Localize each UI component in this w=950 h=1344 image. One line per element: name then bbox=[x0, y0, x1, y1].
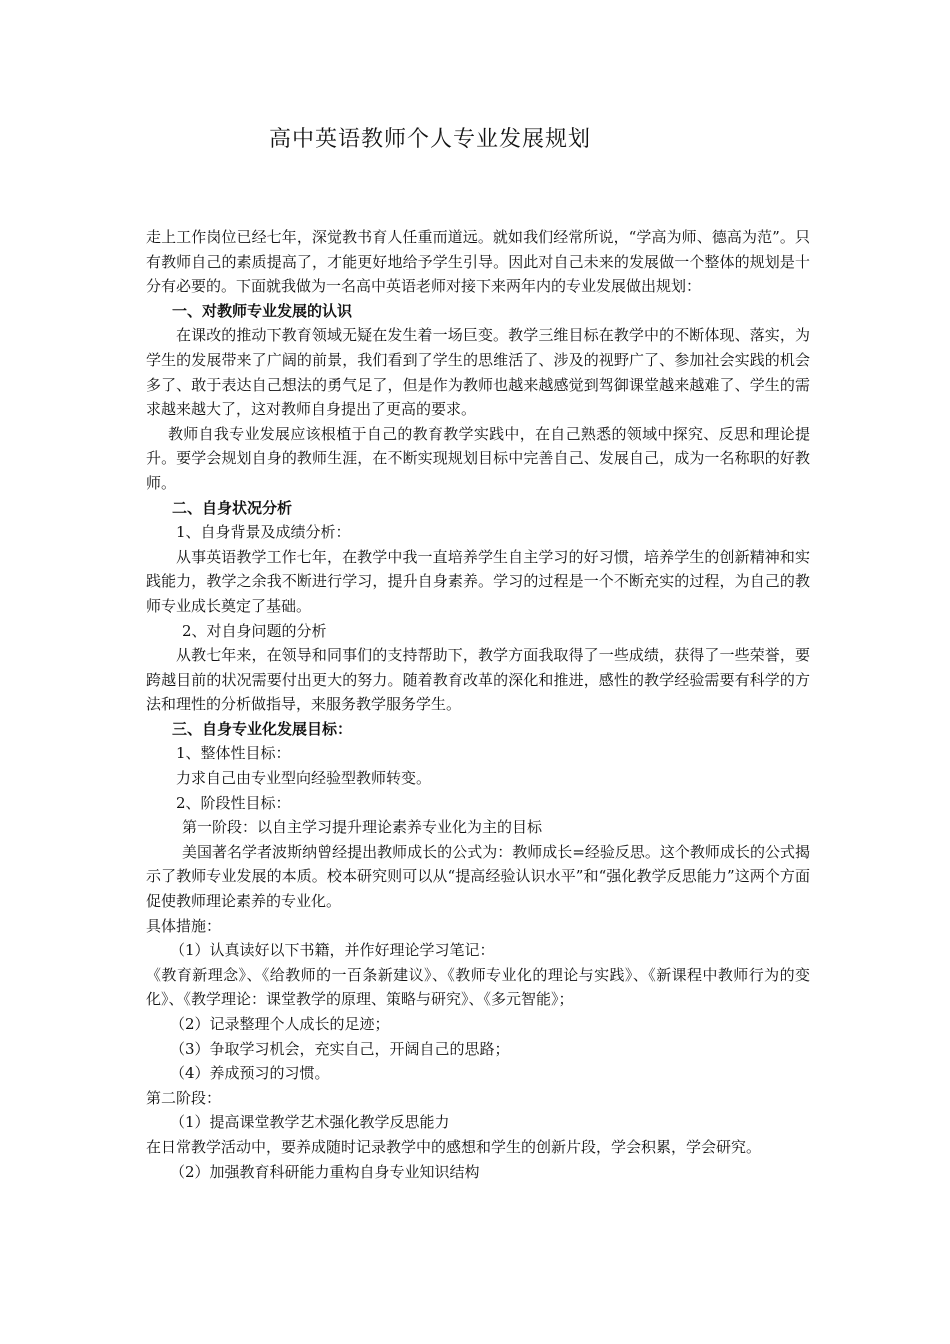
body-paragraph: 力求自己由专业型向经验型教师转变。 bbox=[176, 769, 432, 788]
body-paragraph: 教师自我专业发展应该根植于自己的教育教学实践中，在自己熟悉的领域中探究、反思和理论提升。要学会规划自身的教师生涯，在不断实现规划目标中完善自己、发展自己，成为一名称职的好教师。 bbox=[146, 424, 810, 492]
section-heading: 一、对教师专业发展的认识 bbox=[172, 301, 353, 320]
list-item: （1）认真读好以下书籍，并作好理论学习笔记： bbox=[170, 941, 495, 960]
section-heading: 三、自身专业化发展目标： bbox=[172, 719, 353, 738]
body-paragraph: 在日常教学活动中，要养成随时记录教学中的感想和学生的创新片段，学会积累，学会研究。 bbox=[146, 1137, 762, 1156]
body-paragraph: 从教七年来，在领导和同事们的支持帮助下，教学方面我取得了一些成绩，获得了一些荣誉，要跨越目前的状况需要付出更大的努力。随着教育改革的深化和推进，感性的教学经验需要有科学的方法和理性的分析做指导，来服务教学服务学生。 bbox=[146, 646, 810, 714]
list-item: （2）加强教育科研能力重构自身专业知识结构 bbox=[170, 1162, 480, 1181]
subsection-heading: 2、阶段性目标： bbox=[176, 793, 291, 812]
list-item: （2）记录整理个人成长的足迹； bbox=[170, 1015, 390, 1033]
document-title: 高中英语教师个人专业发展规划 bbox=[268, 127, 591, 152]
book-list: 《教育新理念》、《给教师的一百条新建议》、《教师专业化的理论与实践》、《新课程中教师行为的变化》、《教学理论：课堂教学的原理、策略与研究》、《多元智能》； bbox=[146, 965, 810, 1009]
subsection-heading: 1、自身背景及成绩分析： bbox=[176, 523, 351, 542]
body-paragraph: 从事英语教学工作七年，在教学中我一直培养学生自主学习的好习惯，培养学生的创新精神和实践能力，教学之余我不断进行学习，提升自身素养。学习的过程是一个不断充实的过程，为自己的教师专业成长奠定了基础。 bbox=[146, 547, 810, 615]
stage-heading: 第二阶段： bbox=[146, 1088, 222, 1107]
list-item: （3）争取学习机会，充实自己，开阔自己的思路； bbox=[170, 1039, 510, 1058]
subsection-heading: 1、整体性目标： bbox=[176, 744, 291, 763]
list-item: （1）提高课堂教学艺术强化教学反思能力 bbox=[170, 1113, 450, 1132]
intro-paragraph: 走上工作岗位已经七年，深觉教书育人任重而道远。就如我们经常所说，“学高为师、德高为范”。只有教师自己的素质提高了，才能更好地给予学生引导。因此对自己未来的发展做一个整体的规划是十分有必要的。下面就我做为一名高中英语老师对接下来两年内的专业发展做出规划： bbox=[146, 228, 810, 296]
body-paragraph: 在课改的推动下教育领域无疑在发生着一场巨变。教学三维目标在教学中的不断体现、落实，为学生的发展带来了广阔的前景，我们看到了学生的思维活了、涉及的视野广了、参加社会实践的机会多了、敢于表达自己想法的勇气足了，但是作为教师也越来越感觉到驾御课堂越来越难了、学生的需求越来越大了，这对教师自身提出了更高的要求。 bbox=[146, 326, 810, 419]
stage-heading: 第一阶段：以自主学习提升理论素养专业化为主的目标 bbox=[182, 818, 543, 837]
body-paragraph: 美国著名学者波斯纳曾经提出教师成长的公式为：教师成长=经验反思。这个教师成长的公式揭示了教师专业发展的本质。校本研究则可以从“提高经验认识水平”和“强化教学反思能力”这两个方面促使教师理论素养的专业化。 bbox=[146, 842, 810, 911]
list-item: （4）养成预习的习惯。 bbox=[170, 1064, 330, 1083]
section-heading: 二、自身状况分析 bbox=[172, 498, 293, 517]
measures-label: 具体措施： bbox=[146, 916, 222, 935]
subsection-heading: 2、对自身问题的分析 bbox=[182, 621, 327, 640]
document-body bbox=[146, 225, 810, 1184]
